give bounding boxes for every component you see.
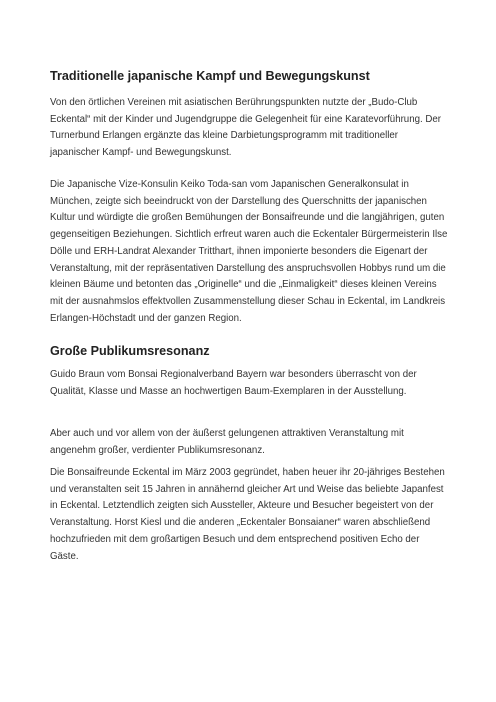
paragraph-bonsaifreunde-anniversary: Die Bonsaifreunde Eckental im März 2003 gegründet, haben heuer ihr 20-jähriges Bestehen und veranstalten seit 15 Jahren in annähernd gleicher Art und Weise das beliebte Japanfest in Eckental. Letztendlich zeigten sich Aussteller, Akteure und Besucher begeistert von der Veranstaltung. Horst Kiesl und die anderen „Eckentaler Bonsaianer“ waren abschließend hochzufrieden mit dem großartigen Besuch und dem entsprechend positiven Echo der Gäste. [50, 467, 445, 562]
paragraph-vice-consul: Die Japanische Vize-Konsulin Keiko Toda-san vom Japanischen Generalkonsulat in München, zeigte sich beeindruckt von der Darstellung des Querschnitts der japanischen Kultur und würdigte die großen Bemühungen der Bonsaifreunde und die langjährigen, guten gegenseitigen Beziehungen. Sichtlich erfreut waren auch die Eckentaler Bürgermeisterin Ilse Dölle und ERH-Landrat Alexander Tritthart, ihnen imponierte besonders die Eigenart der Veranstaltung, mit der repräsentativen Darstellung des anspruchsvollen Hobbys rund um die kleinen Bäume und betonten das „Originelle“ und die „Einmaligkeit“ dieses kleinen Vereins mit der ausnahmslos effektvollen Zusammenstellung dieser Schau in Eckental, im Landkreis Erlangen-Höchstadt und der ganzen Region. [50, 179, 448, 324]
paragraph-attractive-event: Aber auch und vor allem von der äußerst gelungenen attraktiven Veranstaltung mit angenehm großer, verdienter Publikumsresonanz. [50, 428, 404, 456]
section-heading-public-response: Große Publikumsresonanz [50, 344, 210, 358]
paragraph-budo-club: Von den örtlichen Vereinen mit asiatischen Berührungspunkten nutzte der „Budo-Club Eckental“ mit der Kinder und Jugendgruppe die Gelegenheit für eine Karatevorführung. Der Turnerbund Erlangen ergänzte das kleine Darbietungsprogramm mit traditioneller japanischer Kampf- und Bewegungskunst. [50, 97, 441, 159]
paragraph-guido-braun: Guido Braun vom Bonsai Regionalverband Bayern war besonders überrascht von der Qualität, Klasse und Masse an hochwertigen Baum-Exemplaren in der Ausstellung. [50, 369, 417, 397]
section-heading-martial-arts: Traditionelle japanische Kampf und Bewegungskunst [50, 69, 370, 83]
